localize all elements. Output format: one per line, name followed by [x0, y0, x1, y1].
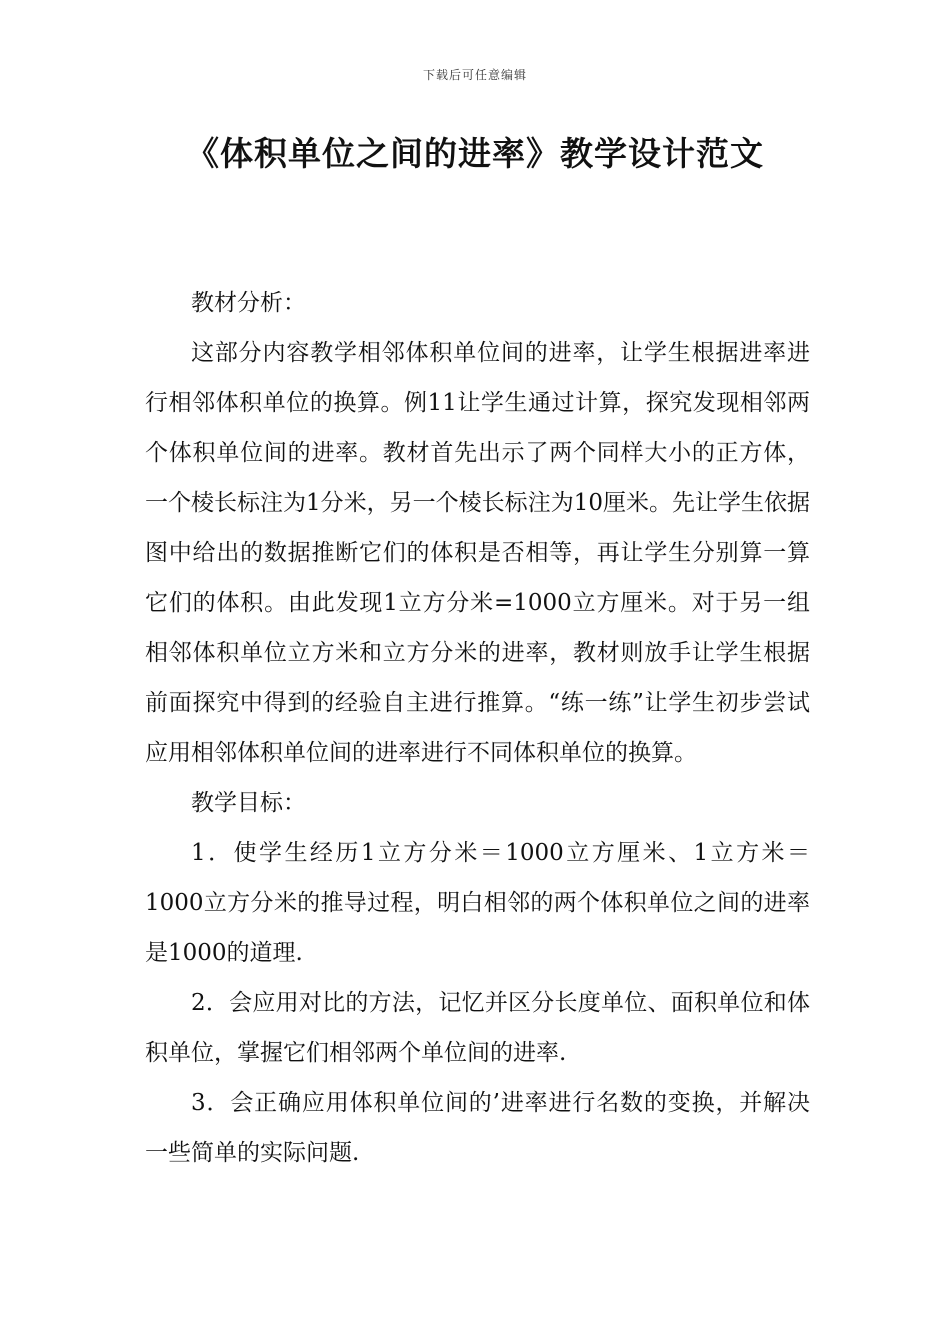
header-note: 下载后可任意编辑: [422, 68, 527, 82]
paragraph-material-analysis: 这部分内容教学相邻体积单位间的进率，让学生根据进率进行相邻体积单位的换算。例11让学生通过计算，探究发现相邻两个体积单位间的进率。教材首先出示了两个同样大小的正方体，一个棱长标注为1分米，另一个棱长标注为10厘米。先让学生依据图中给出的数据推断它们的体积是否相等，再让学生分别算一算它们的体积。由此发现1立方分米=1000立方厘米。对于另一组相邻体积单位立方米和立方分米的进率，教材则放手让学生根据前面探究中得到的经验自主进行推算。“练一练”让学生初步尝试应用相邻体积单位间的进率进行不同体积单位的换算。: [145, 340, 810, 766]
document-body: [145, 278, 810, 1178]
paragraph-goal-2: 2．会应用对比的方法，记忆并区分长度单位、面积单位和体积单位，掌握它们相邻两个单位间的进率.: [145, 990, 810, 1066]
section-heading-material-analysis: 教材分析：: [191, 290, 306, 316]
paragraph-goal-3: 3．会正确应用体积单位间的’进率进行名数的变换，并解决一些简单的实际问题.: [145, 1090, 810, 1166]
document-title: 《体积单位之间的进率》教学设计范文: [186, 134, 764, 173]
section-heading-teaching-goals: 教学目标：: [191, 790, 306, 816]
paragraph-goal-1: 1．使学生经历1立方分米＝1000立方厘米、1立方米＝1000立方分米的推导过程，明白相邻的两个体积单位之间的进率是1000的道理.: [145, 840, 810, 966]
